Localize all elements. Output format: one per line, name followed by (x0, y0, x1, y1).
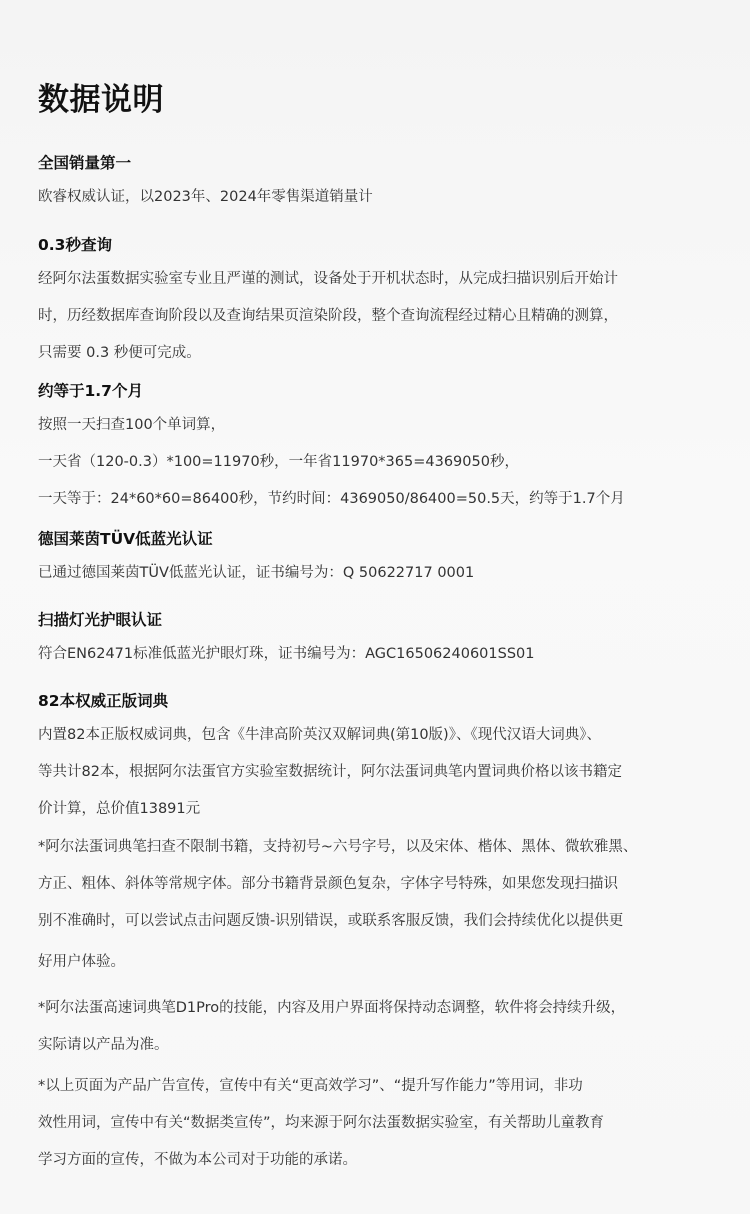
note-text-line: 效性用词，宣传中有关“数据类宣传”，均来源于阿尔法蛋数据实验室，有关帮助儿童教育 (38, 1115, 605, 1131)
section-query-speed (38, 234, 714, 372)
section-eye-care-certification (38, 609, 714, 673)
section-heading: 约等于1.7个月 (38, 382, 143, 400)
note-text-line: 好用户体验。 (38, 954, 125, 970)
page-title: 数据说明 (38, 82, 164, 118)
section-sales-rank (38, 152, 714, 216)
section-text-line: 一天等于：24*60*60=86400秒，节约时间：4369050/86400=50.5天，约等于1.7个月 (38, 491, 625, 507)
section-text-line: 价计算，总价值13891元 (38, 801, 201, 817)
note-text-line: 方正、粗体、斜体等常规字体。部分书籍背景颜色复杂，字体字号特殊，如果您发现扫描识 (38, 876, 618, 892)
section-heading: 德国莱茵TÜV低蓝光认证 (38, 530, 213, 548)
note-user-experience (38, 944, 714, 981)
section-text-line: 符合EN62471标准低蓝光护眼灯珠，证书编号为：AGC16506240601SS01 (38, 646, 535, 662)
note-text-line: *阿尔法蛋词典笔扫查不限制书籍，支持初号~六号字号，以及宋体、楷体、黑体、微软雅黑、 (38, 839, 638, 855)
section-dictionaries (38, 690, 714, 828)
note-scan-fonts (38, 829, 714, 940)
note-text-line: *以上页面为产品广告宣传，宣传中有关“更高效学习”、“提升写作能力”等用词，非功 (38, 1078, 583, 1094)
section-tuv-certification (38, 528, 714, 592)
section-text-line: 等共计82本，根据阿尔法蛋官方实验室数据统计，阿尔法蛋词典笔内置词典价格以该书籍定 (38, 764, 622, 780)
section-text-line: 按照一天扫查100个单词算， (38, 417, 226, 433)
section-text-line: 内置82本正版权威词典，包含《牛津高阶英汉双解词典(第10版)》、《现代汉语大词典》、 (38, 727, 601, 743)
section-heading: 0.3秒查询 (38, 236, 112, 254)
section-text-line: 时，历经数据库查询阶段以及查询结果页渲染阶段，整个查询流程经过精心且精确的测算， (38, 308, 618, 324)
note-text-line: *阿尔法蛋高速词典笔D1Pro的技能，内容及用户界面将保持动态调整，软件将会持续升级， (38, 1000, 626, 1016)
note-text-line: 实际请以产品为准。 (38, 1037, 169, 1053)
section-text-line: 只需要 0.3 秒便可完成。 (38, 345, 201, 361)
section-time-saved (38, 380, 714, 518)
section-text-line: 欧睿权威认证，以2023年、2024年零售渠道销量计 (38, 189, 373, 205)
section-heading: 全国销量第一 (38, 154, 132, 172)
note-text-line: 别不准确时，可以尝试点击问题反馈-识别错误，或联系客服反馈，我们会持续优化以提供更 (38, 913, 624, 929)
section-heading: 82本权威正版词典 (38, 692, 169, 710)
section-text-line: 一天省（120-0.3）*100=11970秒，一年省11970*365=4369050秒， (38, 454, 519, 470)
section-text-line: 已通过德国莱茵TÜV低蓝光认证，证书编号为：Q 50622717 0001 (38, 565, 475, 581)
section-heading: 扫描灯光护眼认证 (38, 611, 163, 629)
note-text-line: 学习方面的宣传，不做为本公司对于功能的承诺。 (38, 1152, 357, 1168)
note-software-updates (38, 990, 714, 1064)
section-text-line: 经阿尔法蛋数据实验室专业且严谨的测试，设备处于开机状态时，从完成扫描识别后开始计 (38, 271, 618, 287)
note-advertising-disclaimer (38, 1068, 714, 1179)
